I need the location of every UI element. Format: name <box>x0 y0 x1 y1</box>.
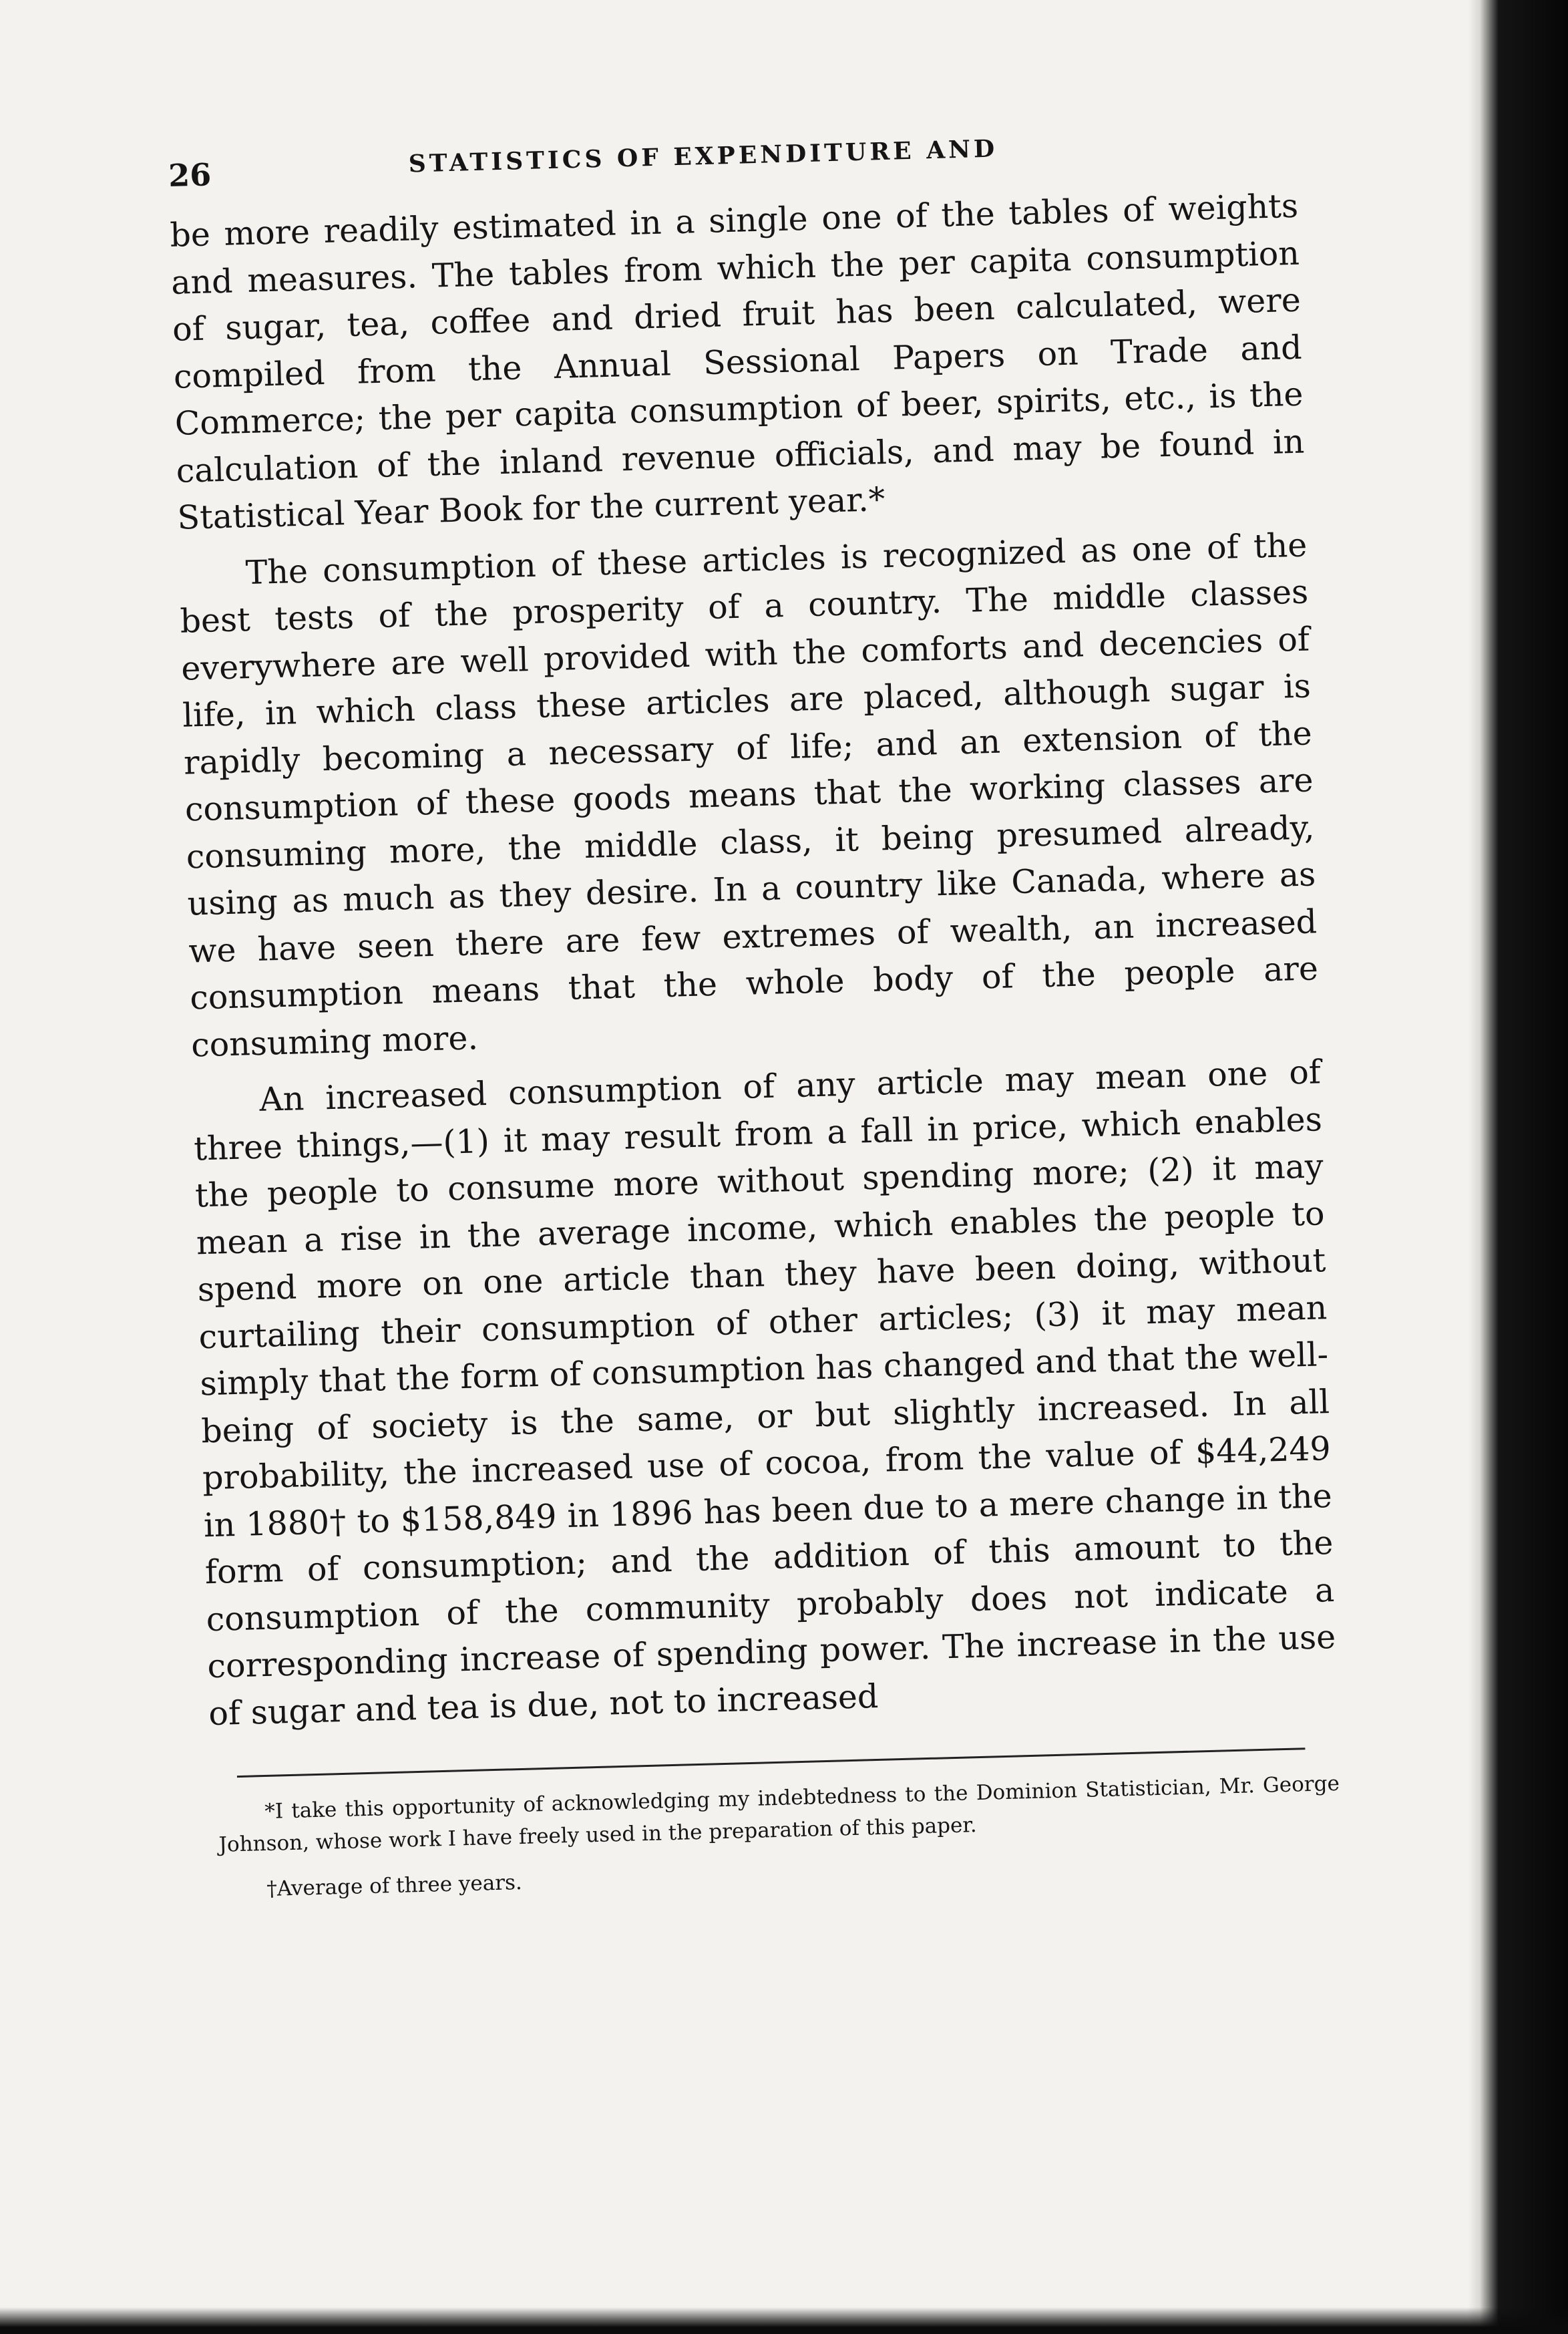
paragraph-2: The consumption of these articles is recognized as one of the best tests of the prosperity of a country. The middle classes everywhere are well provided with the comforts and decencies of life, in which class these articles are placed, although sugar is rapidly becoming a necessary of life; and an extension of the consumption of these goods means that the working classes are consuming more, the middle class, it being presumed already, using as much as they desire. In a country like Canada, where as we have seen there are few extremes of wealth, an increased consumption means that the whole body of the people are consuming more. <box>179 526 1319 1065</box>
footnote-2: †Average of three years. <box>266 1870 523 1901</box>
running-head <box>167 91 1298 200</box>
body-text <box>170 183 1338 1737</box>
paragraph-3: An increased consumption of any article may mean one of three things,—(1) it may result from a fall in price, which enables the people to consume more without spending more; (2) it may mean a rise in the average income, which enables the people to spend more on one article than they have been doing, without curtailing their consumption of other articles; (3) it may mean simply that the form of consumption has changed and that the well-being of society is the same, or but slightly increased. In all probability, the increased use of cocoa, from the value of $44,249 in 1880† to $158,849 in 1896 has been due to a mere change in the form of consumption; and the addition of this amount to the consumption of the community probably does not indicate a corresponding increase of spending power. The increase in the use of sugar and tea is due, not to increased <box>193 1053 1336 1733</box>
footnotes <box>218 1768 1342 1906</box>
scan-bottom-edge <box>0 2307 1568 2334</box>
paragraph-1: be more readily estimated in a single one of the tables of weights and measures. The tables from which the per capita consumption of sugar, tea, coffee and dried fruit has been calculated, were compiled from the Annual Sessional Papers on Trade and Commerce; the per capita consumption of beer, spirits, etc., is the calculation of the inland revenue officials, and may be found in Statistical Year Book for the current year.* <box>169 186 1305 537</box>
running-title: STATISTICS OF EXPENDITURE AND <box>408 134 998 178</box>
book-binding-edge <box>1468 0 1568 2334</box>
footnote-1: *I take this opportunity of acknowledging my indebtedness to the Dominion Statistician, Mr. George Johnson, whose work I have freely used in the preparation of this paper. <box>218 1771 1340 1857</box>
page-content <box>167 91 1342 1906</box>
page-number: 26 <box>168 156 212 194</box>
